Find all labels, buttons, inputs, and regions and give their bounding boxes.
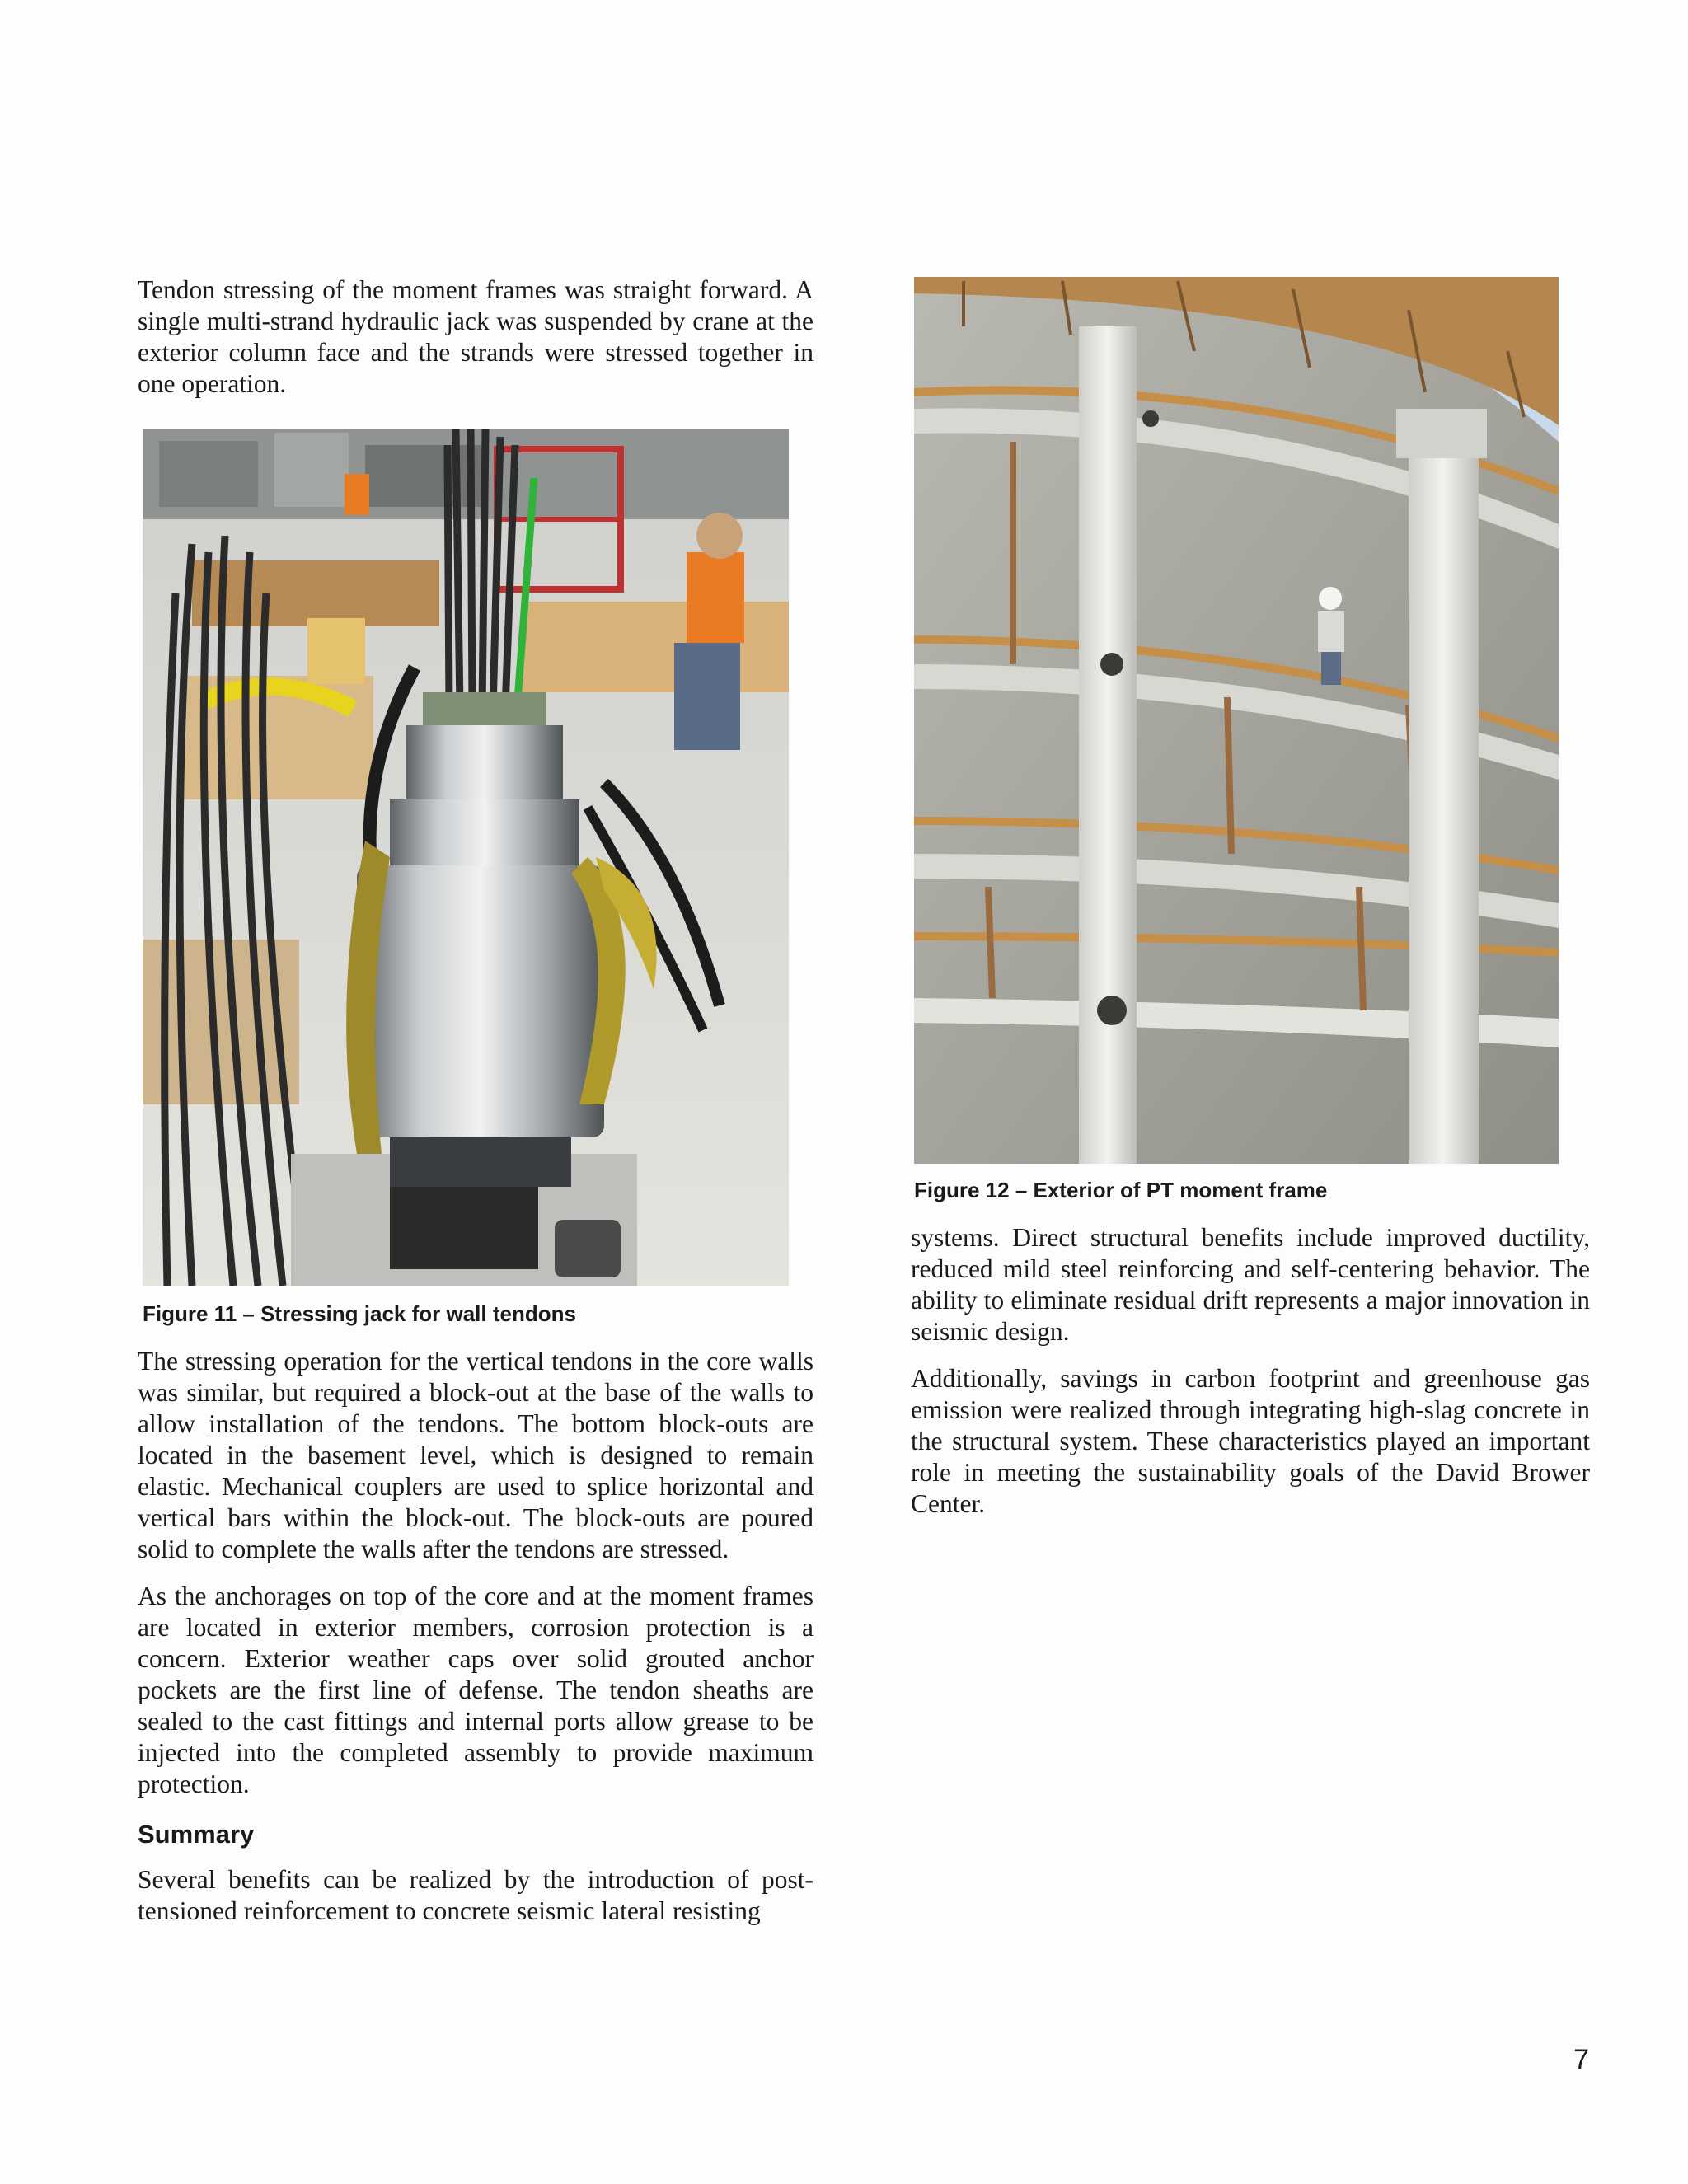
paragraph-summary-start: Several benefits can be realized by the introduction of post-tensioned reinforcement to concrete seismic lateral resisting	[138, 1865, 814, 1925]
figure-11-caption: Figure 11 – Stressing jack for wall tendons	[143, 1301, 576, 1326]
figure-12-caption-block	[914, 1177, 1590, 1203]
paragraph-anchorages: As the anchorages on top of the core and at the moment frames are located in exterior members, corrosion protection is a concern. Exterior weather caps over solid grouted anchor pockets are the first line of defense. The tendon sheaths are sealed to the cast fittings and internal ports allow grease to be injected into the completed assembly to provide maximum protection.	[138, 1582, 814, 1798]
right-column	[911, 1222, 1590, 1520]
figure-12-photo	[914, 277, 1559, 1164]
figure-11-photo	[143, 429, 789, 1286]
summary-heading: Summary	[138, 1820, 255, 1849]
paragraph-summary-cont: systems. Direct structural benefits include improved ductility, reduced mild steel reinforcing and self-centering behavior. The ability to eliminate residual drift represents a major innovation in seismic design.	[911, 1223, 1590, 1346]
paragraph-intro: Tendon stressing of the moment frames was straight forward. A single multi-strand hydraulic jack was suspended by crane at the exterior column face and the strands were stressed together in one operation.	[138, 275, 814, 398]
figure-12-caption: Figure 12 – Exterior of PT moment frame	[914, 1178, 1328, 1202]
paragraph-additionally: Additionally, savings in carbon footprint and greenhouse gas emission were realized through integrating high-slag concrete in the structural system. These characteristics played an important role in meeting the sustainability goals of the David Brower Center.	[911, 1364, 1590, 1518]
left-column	[138, 274, 814, 400]
page-number: 7	[1573, 2044, 1589, 2075]
left-column-lower	[138, 1346, 814, 1927]
paragraph-core-walls: The stressing operation for the vertical tendons in the core walls was similar, but required a block-out at the base of the walls to allow installation of the tendons. The bottom block-outs are located in the basement level, which is designed to remain elastic. Mechanical couplers are used to splice horizontal and vertical bars within the block-out. The block-outs are poured solid to complete the walls after the tendons are stressed.	[138, 1347, 814, 1563]
figure-11-caption-block	[143, 1301, 818, 1327]
